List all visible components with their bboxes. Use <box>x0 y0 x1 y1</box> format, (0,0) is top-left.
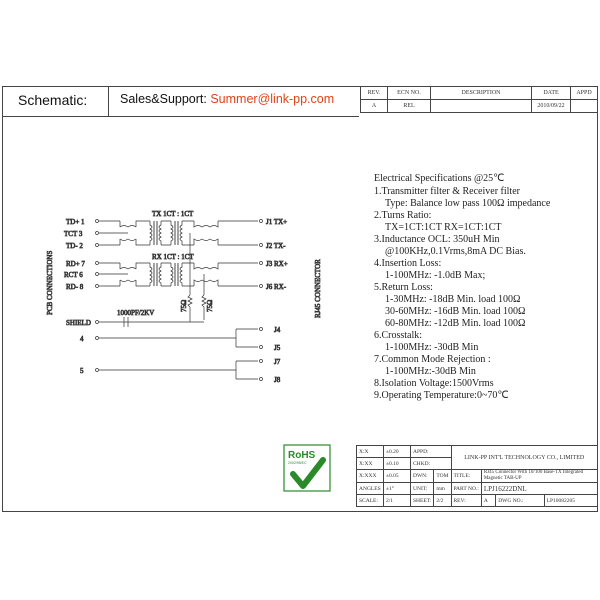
rev-col-header: REV. <box>361 87 388 100</box>
spec-line: 4.Insertion Loss: <box>374 258 442 269</box>
rev-cell: A <box>361 100 388 113</box>
pin-j2: J2 TX- <box>266 242 286 250</box>
left-pin-terminals <box>96 220 99 288</box>
j4-j5-connection <box>96 328 263 349</box>
page-title: Schematic: <box>18 92 88 108</box>
spec-title: Electrical Specifications @25℃ <box>374 173 505 184</box>
pin-rd-plus: RD+ 7 <box>66 260 85 268</box>
appd-field: APPD: <box>411 446 452 458</box>
tol3-key: X:XXX <box>357 470 384 483</box>
dwg-key: DWG NO.: <box>496 495 544 507</box>
spec-line: 1-30MHz: -18dB Min. load 100Ω <box>385 294 521 305</box>
dwn-key: DWN: <box>411 470 434 483</box>
tol2-key: X:XX <box>357 458 384 470</box>
support-email[interactable]: Summer@link-pp.com <box>210 92 335 106</box>
tol3-value: ±0.05 <box>384 470 411 483</box>
rx-ratio-label: RX 1CT : 1CT <box>152 253 194 261</box>
spec-line: 30-60MHz: -16dB Min. load 100Ω <box>385 306 526 317</box>
spec-line: 7.Common Mode Rejection : <box>374 354 491 365</box>
pin-rct: RCT 6 <box>64 271 83 279</box>
spec-line: TX=1CT:1CT RX=1CT:1CT <box>385 222 502 233</box>
tol2-value: ±0.10 <box>384 458 411 470</box>
title-block <box>356 445 598 507</box>
pcb-connections-label: PCB CONNECTIONS <box>46 250 54 315</box>
pin-td-plus: TD+ 1 <box>66 218 85 226</box>
pin-rd-minus: RD- 8 <box>66 283 84 291</box>
spec-line: 8.Isolation Voltage:1500Vrms <box>374 378 494 389</box>
spec-line: @100KHz,0.1Vrms,8mA DC Bias. <box>385 246 526 257</box>
ecn-cell: REL <box>388 100 431 113</box>
title-block-row-1 <box>357 446 598 458</box>
pin-5: 5 <box>80 367 84 375</box>
spec-line: 2.Turns Ratio: <box>374 210 432 221</box>
title-key: TITLE: <box>451 470 481 483</box>
tol1-key: X:X <box>357 446 384 458</box>
pin-j1: J1 TX+ <box>266 218 288 226</box>
pin-j5: J5 <box>274 344 281 352</box>
pin-tct: TCT 3 <box>64 230 83 238</box>
scale-key: SCALE: <box>357 495 384 507</box>
tol1-value: ±0.20 <box>384 446 411 458</box>
title-block-row-3 <box>357 470 598 483</box>
spec-line: Type: Balance low pass 100Ω impedance <box>385 198 551 209</box>
title-block-row-5 <box>357 495 598 507</box>
spec-line: 5.Return Loss: <box>374 282 433 293</box>
spec-line: 1-100MHz: -1.0dB Max; <box>385 270 486 281</box>
part-value: LPJ16222DNL <box>481 483 597 495</box>
scale-value: 2/1 <box>384 495 411 507</box>
pin-j7: J7 <box>274 358 281 366</box>
appd-col-header: APPD <box>571 87 598 100</box>
rohs-label: RoHS <box>288 450 316 461</box>
angles-key: ANGLES <box>357 483 384 495</box>
resistor-a-label: 75Ω <box>180 299 188 312</box>
spec-line: 1-100MHz:-30dB Min <box>385 366 476 377</box>
rohs-sub: 2002/95/EC <box>288 461 307 465</box>
rev-value: A <box>481 495 495 507</box>
title-block-row-4 <box>357 483 598 495</box>
spec-line: 1-100MHz: -30dB Min <box>385 342 479 353</box>
resistor-b-label: 75Ω <box>206 299 214 312</box>
support-label: Sales&Support: <box>120 92 207 106</box>
shield-terminal <box>96 321 99 324</box>
chkd-field: CHKD: <box>411 458 452 470</box>
tx-transformer <box>99 210 258 245</box>
sheet-value: 2/2 <box>434 495 451 507</box>
company-name: LINK-PP INT'L TECHNOLOGY CO., LIMITED <box>451 446 598 470</box>
right-pin-terminals <box>260 220 263 288</box>
dwn-value: TOM <box>434 470 451 483</box>
pin-4: 4 <box>80 335 84 343</box>
pin-j3: J3 RX+ <box>266 260 288 268</box>
dwg-value: LP10082205 <box>544 495 597 507</box>
title-value: RJ45 Connector With 10/100 Base-TX Integrated Magnetic TAB-UP <box>481 470 597 483</box>
angles-value: ±1° <box>384 483 411 495</box>
sheet-key: SHEET: <box>411 495 434 507</box>
tx-ratio-label: TX 1CT : 1CT <box>152 210 194 218</box>
rev-key: REV: <box>451 495 481 507</box>
unit-key: UNIT: <box>411 483 434 495</box>
spec-line: 9.Operating Temperature:0~70℃ <box>374 390 509 401</box>
spec-line: 6.Crosstalk: <box>374 330 423 341</box>
spec-line: 60-80MHz: -12dB Min. load 100Ω <box>385 318 526 329</box>
capacitor-label: 1000PF/2KV <box>117 309 155 317</box>
rx-transformer <box>99 253 258 286</box>
part-key: PART NO.: <box>451 483 481 495</box>
description-col-header: DESCRIPTION <box>431 87 532 100</box>
pin-j6: J6 RX- <box>266 283 287 291</box>
shield-label: SHIELD <box>66 319 91 327</box>
unit-value: mm <box>434 483 451 495</box>
pin-j4: J4 <box>274 326 281 334</box>
spec-line: 1.Transmitter filter & Receiver filter <box>374 186 520 197</box>
date-cell: 2010/09/22 <box>532 100 571 113</box>
pin-j8: J8 <box>274 376 281 384</box>
rj45-connector-label: RJ45 CONNECTOR <box>314 259 322 318</box>
j7-j8-connection <box>96 360 263 381</box>
date-col-header: DATE <box>532 87 571 100</box>
pin-td-minus: TD- 2 <box>66 242 83 250</box>
spec-line: 3.Inductance OCL: 350uH Min <box>374 234 500 245</box>
ecn-col-header: ECN NO. <box>388 87 431 100</box>
rohs-badge <box>283 444 331 492</box>
